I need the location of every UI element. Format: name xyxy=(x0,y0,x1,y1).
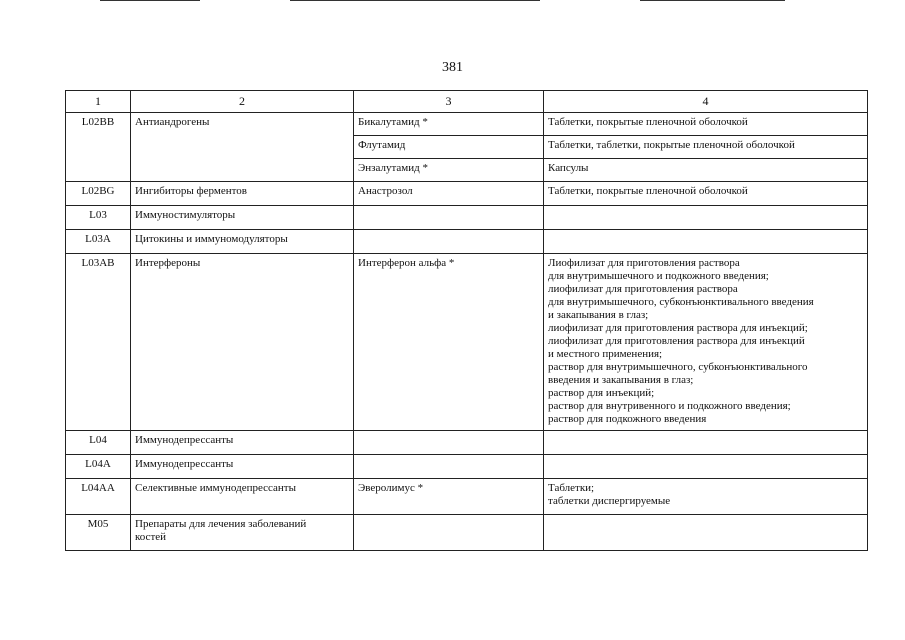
table-row xyxy=(66,113,868,136)
dosage-form-list xyxy=(544,479,868,515)
group-name-line: Препараты для лечения заболеваний xyxy=(135,518,307,530)
group-name-line: костей xyxy=(135,531,167,543)
table-row xyxy=(66,515,868,551)
dosage-form-line: введения и закапывания в глаз; xyxy=(548,374,694,386)
dosage-form: Таблетки, таблетки, покрытые пленочной оболочкой xyxy=(544,136,868,159)
group-name: Селективные иммунодепрессанты xyxy=(131,479,354,515)
dosage-form-line: раствор для внутривенного и подкожного введения; xyxy=(548,400,791,412)
dosage-form-line: раствор для инъекций; xyxy=(548,387,655,399)
dosage-form-line: лиофилизат для приготовления раствора для инъекций; xyxy=(548,322,808,334)
drug-name: Флутамид xyxy=(354,136,544,159)
atc-code: L04 xyxy=(66,431,131,455)
dosage-form-line: для внутримышечного и подкожного введения; xyxy=(548,270,769,282)
drug-name: Бикалутамид * xyxy=(354,113,544,136)
table-row xyxy=(66,206,868,230)
table-row xyxy=(66,182,868,206)
drug-name: Энзалутамид * xyxy=(354,159,544,182)
drug-name: Анастрозол xyxy=(354,182,544,206)
medication-table xyxy=(65,90,868,551)
group-name: Иммунодепрессанты xyxy=(131,455,354,479)
group-name: Иммунодепрессанты xyxy=(131,431,354,455)
header-cell: 4 xyxy=(544,91,868,113)
table-row xyxy=(66,479,868,515)
empty-cell xyxy=(544,230,868,254)
atc-code: L03AB xyxy=(66,254,131,431)
dosage-form-line: и местного применения; xyxy=(548,348,663,360)
table-row xyxy=(66,455,868,479)
drug-name: Интерферон альфа * xyxy=(354,254,544,431)
empty-cell xyxy=(544,431,868,455)
dosage-form-line: и закапывания в глаз; xyxy=(548,309,649,321)
empty-cell xyxy=(354,431,544,455)
header-cell: 2 xyxy=(131,91,354,113)
header-cell: 3 xyxy=(354,91,544,113)
group-name: Иммуностимуляторы xyxy=(131,206,354,230)
atc-code: L03 xyxy=(66,206,131,230)
dosage-form-list xyxy=(544,254,868,431)
group-name: Цитокины и иммуномодуляторы xyxy=(131,230,354,254)
atc-code: L04A xyxy=(66,455,131,479)
empty-cell xyxy=(544,515,868,551)
dosage-form: Капсулы xyxy=(544,159,868,182)
group-name: Ингибиторы ферментов xyxy=(131,182,354,206)
table-row xyxy=(66,230,868,254)
dosage-form-line: лиофилизат для приготовления раствора для инъекций xyxy=(548,335,805,347)
empty-cell xyxy=(354,455,544,479)
atc-code: M05 xyxy=(66,515,131,551)
empty-cell xyxy=(544,455,868,479)
dosage-form-line: лиофилизат для приготовления раствора xyxy=(548,283,738,295)
atc-code: L04AA xyxy=(66,479,131,515)
top-rule-middle xyxy=(290,0,540,1)
page-number: 381 xyxy=(442,60,463,75)
dosage-form: Таблетки, покрытые пленочной оболочкой xyxy=(544,182,868,206)
dosage-form-line: для внутримышечного, субконъюнктивального введения xyxy=(548,296,814,308)
empty-cell xyxy=(354,515,544,551)
table-header-row xyxy=(66,91,868,113)
empty-cell xyxy=(354,230,544,254)
group-name xyxy=(131,515,354,551)
top-rule-right xyxy=(640,0,785,1)
empty-cell xyxy=(354,206,544,230)
table-row xyxy=(66,431,868,455)
dosage-form-line: таблетки диспергируемые xyxy=(548,495,671,507)
top-rule-left xyxy=(100,0,200,1)
atc-code: L02BB xyxy=(66,113,131,182)
atc-code: L03A xyxy=(66,230,131,254)
dosage-form: Таблетки, покрытые пленочной оболочкой xyxy=(544,113,868,136)
header-cell: 1 xyxy=(66,91,131,113)
table-row xyxy=(66,254,868,431)
dosage-form-line: Лиофилизат для приготовления раствора xyxy=(548,257,740,269)
dosage-form-line: раствор для подкожного введения xyxy=(548,413,707,425)
empty-cell xyxy=(544,206,868,230)
atc-code: L02BG xyxy=(66,182,131,206)
dosage-form-line: раствор для внутримышечного, субконъюнктивального xyxy=(548,361,808,373)
drug-name: Эверолимус * xyxy=(354,479,544,515)
group-name: Антиандрогены xyxy=(131,113,354,182)
group-name: Интерфероны xyxy=(131,254,354,431)
dosage-form-line: Таблетки; xyxy=(548,482,595,494)
